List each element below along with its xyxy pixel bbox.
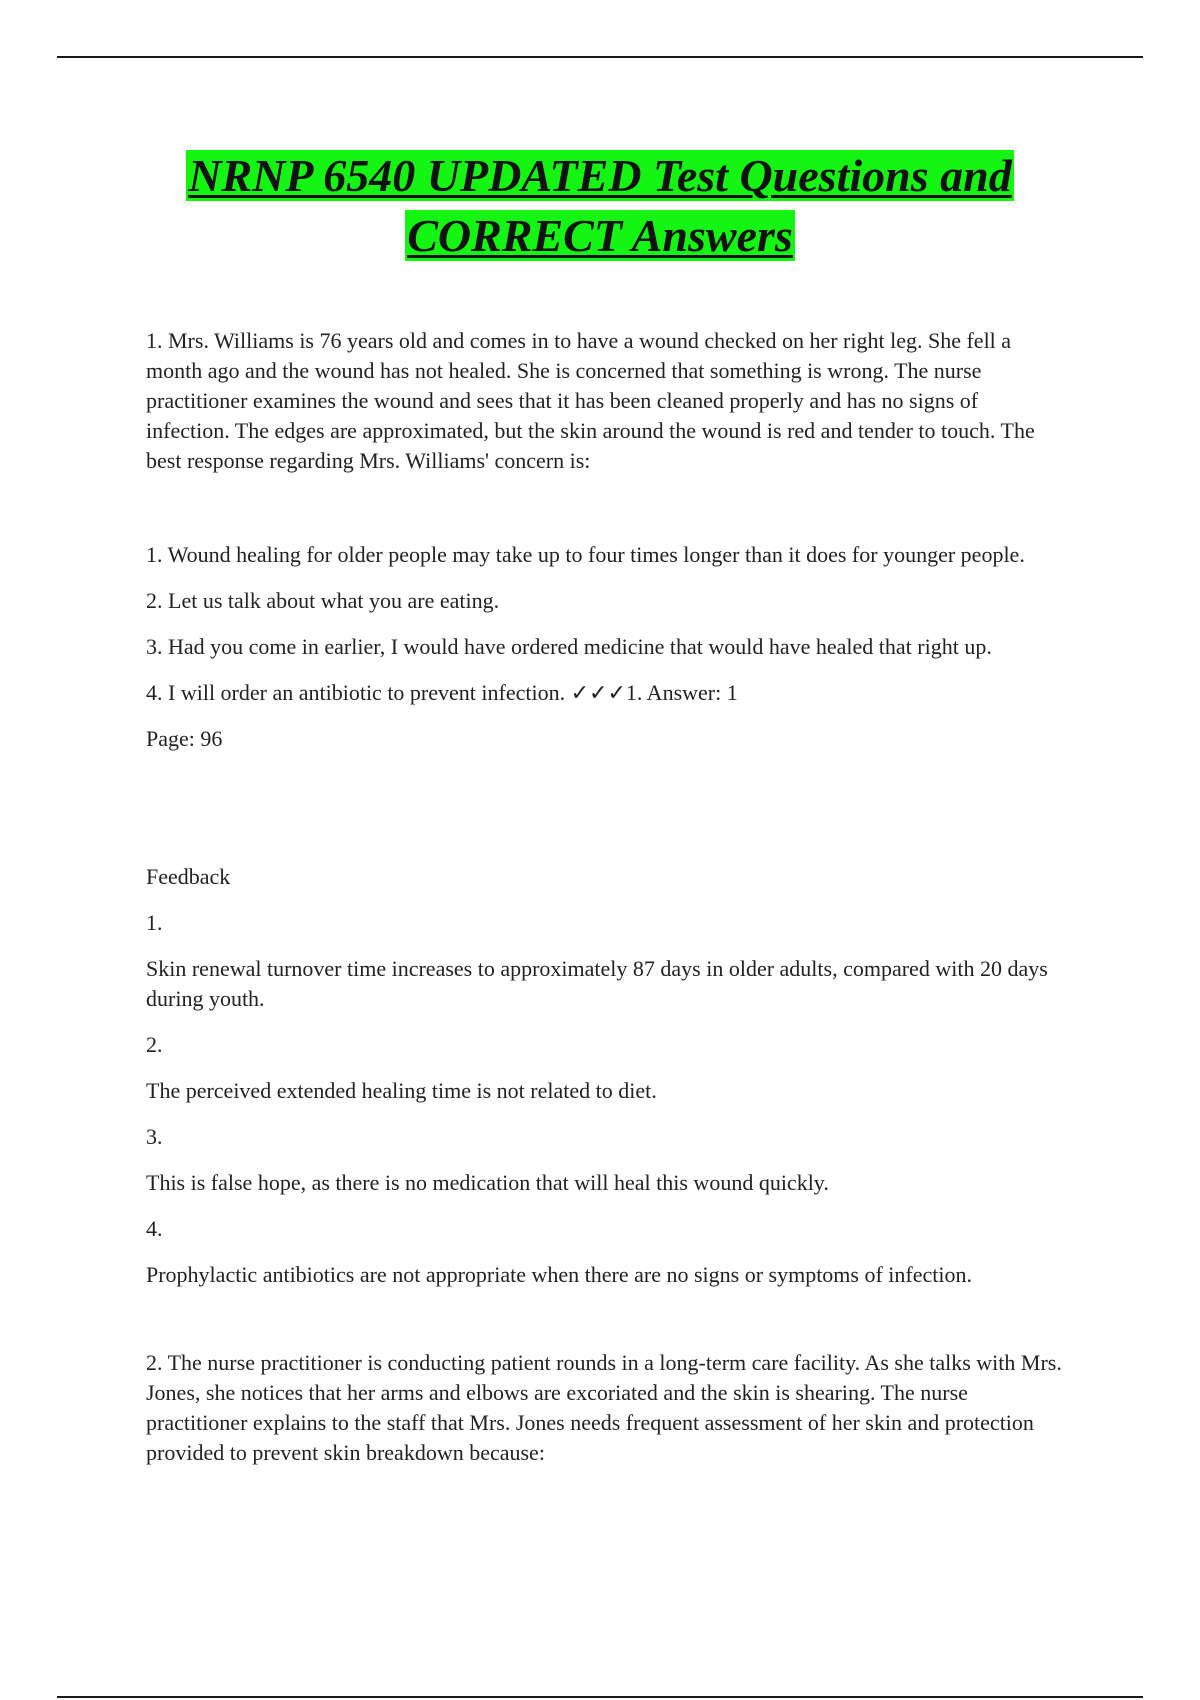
page-reference: Page: 96 <box>146 726 223 751</box>
footer-rule <box>57 1696 1143 1698</box>
feedback-text-1: Skin renewal turnover time increases to approximately 87 days in older adults, compared with 20 days during youth. <box>146 956 1048 1011</box>
feedback-heading: Feedback <box>146 864 231 889</box>
feedback-number-4: 4. <box>146 1216 163 1241</box>
feedback-text-4: Prophylactic antibiotics are not appropriate when there are no signs or symptoms of infection. <box>146 1262 972 1287</box>
document-body <box>146 326 1066 1468</box>
question-2-stem: 2. The nurse practitioner is conducting patient rounds in a long-term care facility. As she talks with Mrs. Jones, she notices that her arms and elbows are excoriated and the skin is shearing. The nurse practitioner explains to the staff that Mrs. Jones needs frequent assessment of her skin and protection provided to prevent skin breakdown because: <box>146 1350 1062 1465</box>
title-line-2: CORRECT Answers <box>407 210 793 261</box>
feedback-number-2: 2. <box>146 1032 163 1057</box>
question-1-option-4: 4. I will order an antibiotic to prevent infection. ✓✓✓1. Answer: 1 <box>146 680 738 705</box>
question-1-option-1: 1. Wound healing for older people may take up to four times longer than it does for younger people. <box>146 542 1025 567</box>
question-1-option-3: 3. Had you come in earlier, I would have ordered medicine that would have healed that right up. <box>146 634 992 659</box>
document-title <box>100 146 1100 266</box>
question-1-option-2: 2. Let us talk about what you are eating. <box>146 588 500 613</box>
title-line-1: NRNP 6540 UPDATED Test Questions and <box>188 150 1012 201</box>
feedback-number-1: 1. <box>146 910 163 935</box>
feedback-number-3: 3. <box>146 1124 163 1149</box>
header-rule <box>57 56 1143 58</box>
feedback-text-3: This is false hope, as there is no medication that will heal this wound quickly. <box>146 1170 829 1195</box>
feedback-text-2: The perceived extended healing time is not related to diet. <box>146 1078 657 1103</box>
question-1-stem: 1. Mrs. Williams is 76 years old and comes in to have a wound checked on her right leg. She fell a month ago and the wound has not healed. She is concerned that something is wrong. The nurse practitioner examines the wound and sees that it has been cleaned properly and has no signs of infection. The edges are approximated, but the skin around the wound is red and tender to touch. The best response regarding Mrs. Williams' concern is: <box>146 328 1035 473</box>
